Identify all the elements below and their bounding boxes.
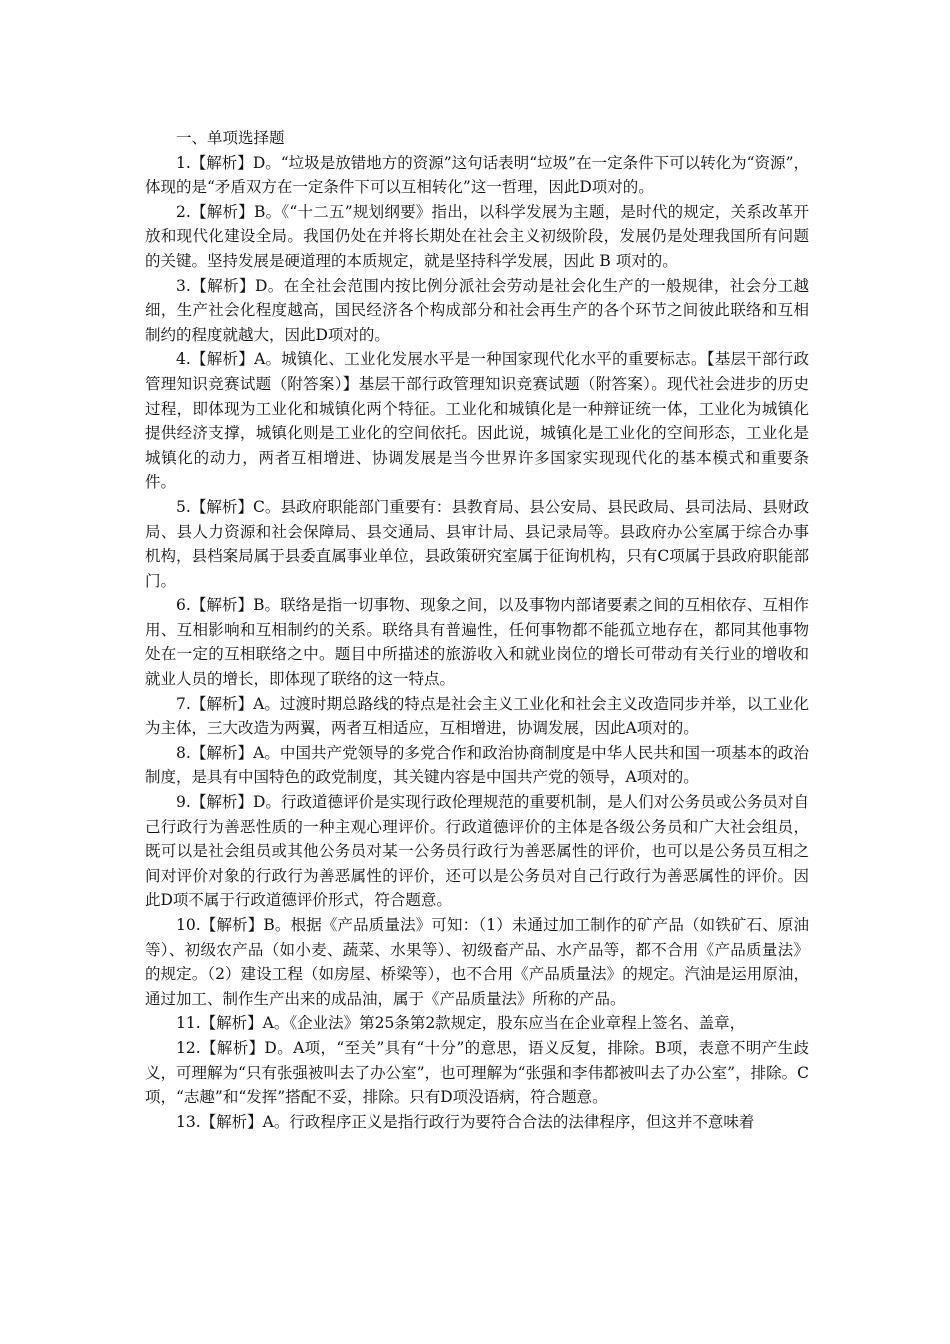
answer-item-5: 5.【解析】C。县政府职能部门重要有：县教育局、县公安局、县民政局、县司法局、县财政局、县人力资源和社会保障局、县交通局、县审计局、县记录局等。县政府办公室属于综合办事机构，县档案局属于县委直属事业单位，县政策研究室属于征询机构，只有C项属于县政府职能部门。 (145, 497, 809, 590)
answer-item-4: 4.【解析】A。城镇化、工业化发展水平是一种国家现代化水平的重要标志。【基层干部行政管理知识竞赛试题（附答案）】基层干部行政管理知识竞赛试题（附答案）。现代社会进步的历史过程，即体现为工业化和城镇化两个特征。工业化和城镇化是一种辩证统一体，工业化为城镇化提供经济支撑，城镇化则是工业化的空间依托。因此说，城镇化是工业化的空间形态，工业化是城镇化的动力，两者互相增进、协调发展是当今世界许多国家实现现代化的基本模式和重要条件。 (145, 350, 809, 492)
answer-item-8: 8.【解析】A。中国共产党领导的多党合作和政治协商制度是中华人民共和国一项基本的政治制度，是具有中国特色的政党制度，其关键内容是中国共产党的领导，A项对的。 (145, 743, 809, 787)
section-heading: 一、单项选择题 (176, 129, 285, 147)
answer-item-1: 1.【解析】D。“垃圾是放错地方的资源”这句话表明“垃圾”在一定条件下可以转化为“资源”，体现的是“矛盾双方在一定条件下可以互相转化”这一哲理，因此D项对的。 (145, 153, 809, 197)
answer-item-10: 10.【解析】B。根据《产品质量法》可知：（1）未通过加工制作的矿产品（如铁矿石、原油等）、初级农产品（如小麦、蔬菜、水果等）、初级畜产品、水产品等，都不合用《产品质量法》的规定。（2）建设工程（如房屋、桥梁等），也不合用《产品质量法》的规定。汽油是运用原油，通过加工、制作生产出来的成品油，属于《产品质量法》所称的产品。 (145, 916, 809, 1008)
answer-item-13: 13.【解析】A。行政程序正义是指行政行为要符合合法的法律程序，但这并不意味着 (176, 1112, 755, 1131)
answer-item-7: 7.【解析】A。过渡时期总路线的特点是社会主义工业化和社会主义改造同步并举，以工业化为主体，三大改造为两翼，两者互相适应，互相增进，协调发展，因此A项对的。 (145, 694, 809, 738)
answer-item-11: 11.【解析】A。《企业法》第25条第2款规定，股东应当在企业章程上签名、盖章， (176, 1014, 746, 1033)
answer-item-12: 12.【解析】D。A项，“至关”具有“十分”的意思，语义反复，排除。B项，表意不明产生歧义，可理解为“只有张强被叫去了办公室”，也可理解为“张强和李伟都被叫去了办公室”，排除。C项，“志趣”和“发挥”搭配不妥，排除。只有D项没语病，符合题意。 (145, 1038, 809, 1107)
answer-item-3: 3.【解析】D。在全社会范围内按比例分派社会劳动是社会化生产的一般规律，社会分工越细，生产社会化程度越高，国民经济各个构成部分和社会再生产的各个环节之间彼此联络和互相制约的程度就越大，因此D项对的。 (145, 276, 809, 344)
answer-item-2: 2.【解析】B。《“十二五”规划纲要》指出，以科学发展为主题，是时代的规定，关系改革开放和现代化建设全局。我国仍处在并将长期处在社会主义初级阶段，发展仍是处理我国所有问题的关键。坚持发展是硬道理的本质规定，就是坚持科学发展，因此 B 项对的。 (145, 202, 809, 270)
answer-item-6: 6.【解析】B。联络是指一切事物、现象之间，以及事物内部诸要素之间的互相依存、互相作用、互相影响和互相制约的关系。联络具有普遍性，任何事物都不能孤立地存在，都同其他事物处在一定的互相联络之中。题目中所描述的旅游收入和就业岗位的增长可带动有关行业的增收和就业人员的增长，即体现了联络的这一特点。 (145, 596, 809, 689)
answer-key-body (145, 126, 809, 1134)
answer-item-9: 9.【解析】D。行政道德评价是实现行政伦理规范的重要机制，是人们对公务员或公务员对自己行政行为善恶性质的一种主观心理评价。行政道德评价的主体是各级公务员和广大社会组员，既可以是社会组员或其他公务员对某一公务员行政行为善恶属性的评价，也可以是公务员互相之间对评价对象的行政行为善恶属性的评价，还可以是公务员对自己行政行为善恶属性的评价。因此D项不属于行政道德评价形式，符合题意。 (145, 793, 809, 910)
